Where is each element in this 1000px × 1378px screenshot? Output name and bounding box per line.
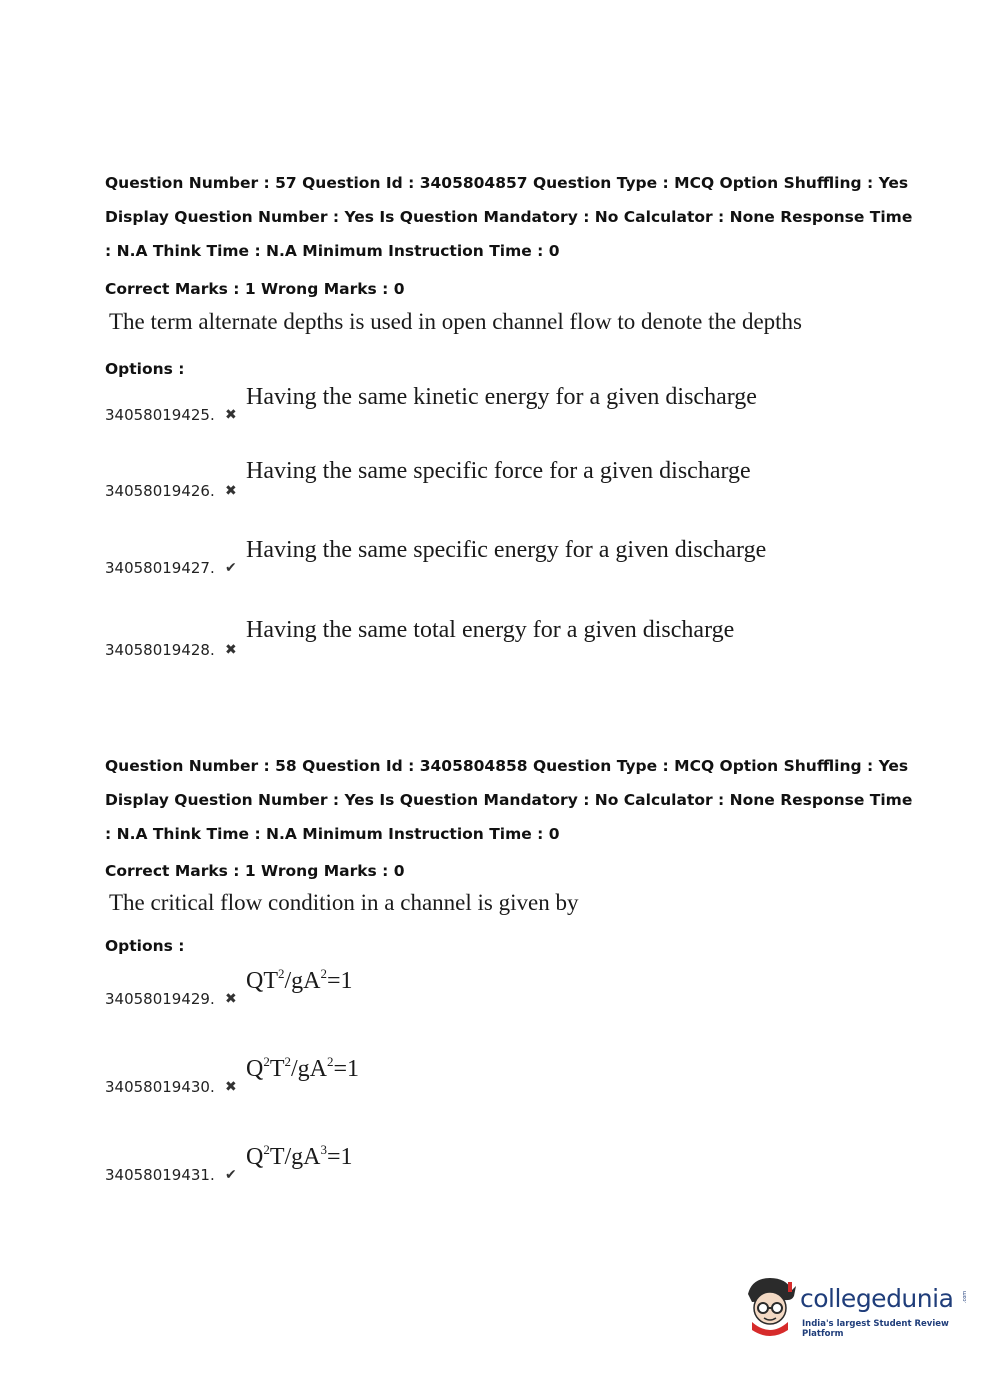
option-text: Having the same kinetic energy for a given discharge [246,384,757,410]
option-id: 34058019425. [105,406,215,424]
option-id: 34058019426. [105,482,215,500]
option-text: Having the same specific energy for a given discharge [246,537,767,563]
option-formula: $Q^2T^2/gA^2=1$ [246,1054,360,1082]
options-label: Options : [105,937,185,955]
question-meta [105,749,915,851]
wrong-icon: ✖ [225,407,237,423]
meta-line: Question Number : 58 Question Id : 3405804858 Question Type : MCQ Option Shuffling : Yes [105,757,909,775]
wrong-icon: ✖ [225,991,237,1007]
option-row[interactable] [105,460,905,500]
question-marks: Correct Marks : 1 Wrong Marks : 0 [105,280,405,298]
option-id: 34058019430. [105,1078,215,1096]
question-text: The critical flow condition in a channel is given by [109,890,579,915]
option-formula: $Q^2T/gA^3=1$ [246,1142,353,1170]
option-formula: $QT^2/gA^2=1$ [246,966,353,994]
option-row[interactable] [105,1144,905,1184]
meta-line: : N.A Think Time : N.A Minimum Instruction Time : 0 [105,242,560,260]
option-text: Having the same total energy for a given discharge [246,617,735,643]
question-meta [105,166,915,268]
question-text: The term alternate depths is used in open channel flow to denote the depths [109,309,802,334]
option-row[interactable] [105,1056,905,1096]
wrong-icon: ✖ [225,1079,237,1095]
meta-line: Display Question Number : Yes Is Question Mandatory : No Calculator : None Response Time [105,208,913,226]
logo-suffix: .com [962,1290,969,1304]
option-id: 34058019429. [105,990,215,1008]
option-id: 34058019431. [105,1166,215,1184]
options-label: Options : [105,360,185,378]
option-text: Having the same specific force for a given discharge [246,458,751,484]
option-row[interactable] [105,537,905,577]
meta-line: Question Number : 57 Question Id : 3405804857 Question Type : MCQ Option Shuffling : Yes [105,174,909,192]
meta-line: : N.A Think Time : N.A Minimum Instruction Time : 0 [105,825,560,843]
mascot-icon [742,1272,800,1342]
logo-tagline: India's largest Student Review Platform [802,1319,949,1339]
option-row[interactable] [105,619,905,659]
check-icon: ✔ [225,560,237,576]
wrong-icon: ✖ [225,642,237,658]
question-marks: Correct Marks : 1 Wrong Marks : 0 [105,862,405,880]
meta-line: Display Question Number : Yes Is Question Mandatory : No Calculator : None Response Time [105,791,913,809]
option-id: 34058019428. [105,641,215,659]
option-row[interactable] [105,384,905,424]
option-id: 34058019427. [105,559,215,577]
check-icon: ✔ [225,1167,237,1183]
logo-name: collegedunia [800,1284,954,1313]
collegedunia-logo [742,1272,972,1342]
option-row[interactable] [105,968,905,1008]
wrong-icon: ✖ [225,483,237,499]
